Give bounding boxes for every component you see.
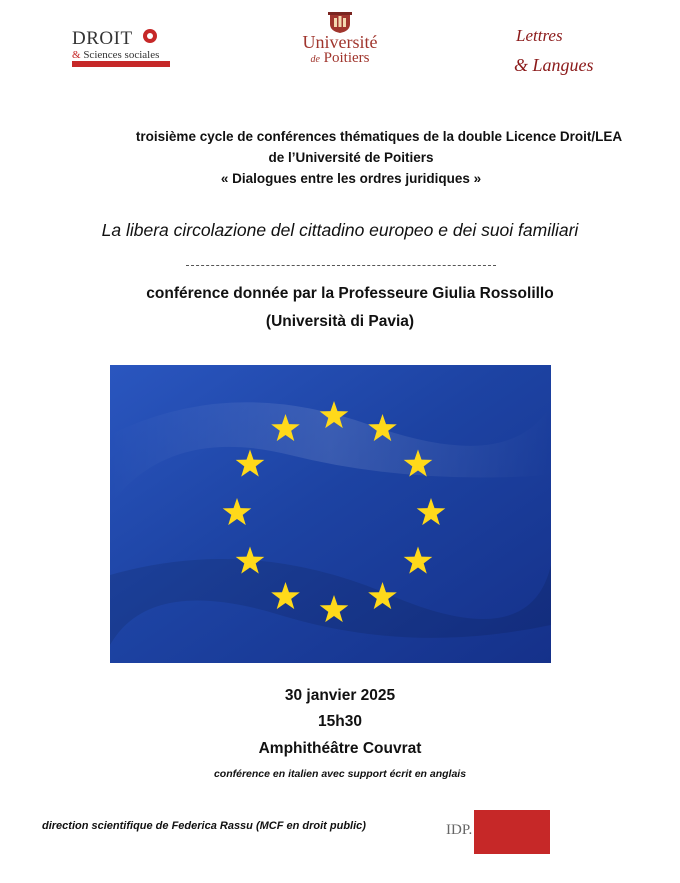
event-venue: Amphithéâtre Couvrat: [258, 740, 422, 757]
universite-de-poitiers-logo: [290, 12, 390, 72]
droit-sciences-sociales-logo: [68, 26, 174, 66]
eu-flag-image: [110, 365, 551, 663]
university-name-line1: Université: [302, 32, 378, 52]
lettres-langues-logo: [510, 26, 620, 86]
droit-logo-word: DROIT: [72, 28, 133, 49]
university-name-city: Poitiers: [323, 50, 370, 66]
event-date: 30 janvier 2025: [284, 687, 396, 704]
droit-logo-seal-icon: [143, 29, 157, 43]
intro-university-line: de l’Université de Poitiers: [268, 150, 434, 165]
scientific-direction: direction scientifique de Federica Rassu (MCF en droit public): [42, 820, 366, 832]
idp-logo: [444, 808, 552, 858]
event-language-note: conférence en italien avec support écrit en anglais: [213, 768, 467, 780]
idp-logo-box: [474, 810, 550, 854]
intro-series-name: « Dialogues entre les ordres juridiques »: [220, 171, 482, 186]
droit-logo-ampersand: &: [72, 49, 81, 61]
droit-logo-bar: [72, 61, 170, 67]
lettres-logo-word1: Lettres: [516, 26, 563, 45]
idp-logo-letters: IDP.: [446, 822, 473, 838]
droit-logo-subtitle-text: Sciences sociales: [83, 49, 160, 61]
speaker-affiliation: (Università di Pavia): [265, 313, 415, 330]
droit-logo-subtitle: [72, 49, 159, 61]
university-name-prefix: de: [310, 54, 320, 65]
university-crest-icon: [328, 12, 352, 34]
speaker-line: conférence donnée par la Professeure Giulia Rossolillo: [146, 285, 554, 302]
intro-cycle-line: troisième cycle de conférences thématiques de la double Licence Droit/LEA: [135, 129, 623, 144]
lettres-logo-word2: & Langues: [514, 55, 594, 75]
university-name-line2: [290, 50, 390, 67]
conference-title: La libera circolazione del cittadino europeo e dei suoi familiari: [101, 220, 579, 240]
event-time: 15h30: [318, 713, 362, 730]
title-separator: [186, 265, 496, 266]
